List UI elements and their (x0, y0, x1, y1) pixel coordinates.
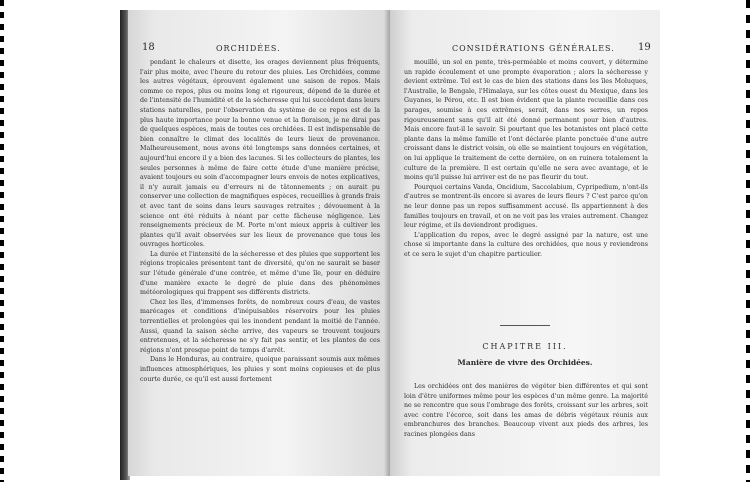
section-divider (500, 325, 550, 326)
right-page-body (404, 58, 648, 308)
chapter-body (404, 382, 648, 472)
left-page-body (140, 58, 380, 470)
paragraph: Les orchidées ont des manières de végéter bien différentes et qui sont loin d'être uniformes même pour les espèces d'un même genre. La majorité ne se rencontre que sous l'ombrage des forêts, croissant sur les arbres, soit avec contre l'écorce, soit dans les amas de débris végétaux réunis aux embranchures des branches. Beaucoup vivent aux pieds des arbres, les racines plongées dans (404, 383, 648, 438)
chapter-title: CHAPITRE III. (482, 342, 568, 351)
right-page (390, 10, 660, 476)
left-page (128, 10, 390, 476)
paragraph: Chez les îles, d'immenses forêts, de nombreux cours d'eau, de vastes marécages et conditions d'inépuisables réservoirs pour les pluies torrentielles et prolongées qui les inondent pendant la moitié de l'année. Aussi, quand la saison sèche arrive, des vapeurs se trouvent toujours entretenues, et la sécheresse ne s'y fait pas sentir, et les plantes de ces régions n'ont presque point de temps d'arrêt. (140, 298, 380, 354)
paragraph: L'application du repos, avec le degré assigné par la nature, est une chose si importante dans la culture des orchidées, que nous y reviendrons et ce sera le sujet d'un chapitre particulier. (404, 231, 648, 258)
paragraph: pendant le chaleurs et disette, les orages deviennent plus fréquents, l'air plus moite, avec l'heure du retour des pluies. Les Orchidées, comme les autres végétaux, éprouvent également une saison de repos. Mais comme ce repos, plus ou moins long et rigoureux, dépend de la durée et de l'intensité de l'humidité et de la sécheresse qui lui succèdent dans leurs stations naturelles, pour l'observation du système de ce repos est de la plus haute importance pour la bonne venue et la floraison, je ne dirai pas de quelques espèces, mais de toutes ces orchidées. Il est indispensable de bien connaître le climat des localités de leurs lieux de provenance. Malheureusement, nous avons été longtemps sans données certaines, et aujourd'hui encore il y a bien des lacunes. Si les collecteurs de plantes, les seules personnes à même de faire cette étude d'une manière précise, avaient toujours eu soin d'accompagner leurs envois de notes explicatives, il n'y aurait jamais eu d'erreurs ni de tâtonnements ; on aurait pu conserver une collection de magnifiques espèces, recueillies à grands frais et avec tant de soins dans leurs sauvages retraites ; dévouement à la science ont été réduits à néant par cette fâcheuse négligence. Les renseignements précieux de M. Porte m'ont mieux appris à cultiver les plantes qu'il avait observées sur les lieux de provenance que tous les ouvrages horticoles. (140, 59, 380, 249)
left-page-number: 18 (142, 42, 155, 53)
right-page-header: CONSIDÉRATIONS GÉNÉRALES. (452, 44, 615, 53)
paragraph: Dans le Honduras, au contraire, quoique paraissant soumis aux mêmes influences atmosphériques, les pluies y sont moins copieuses et de plus courte durée, ce qu'il est aussi fortement (140, 356, 380, 383)
scan-edge-right (746, 0, 750, 482)
paragraph: La durée et l'intensité de la sécheresse et des pluies que supportent les régions tropicales présentent tant de diversité, qu'on ne saurait se baser sur l'étude générale d'une contrée, et même d'une île, pour en déduire d'une manière exacte le degré de pluie dans des phénomènes météorologiques qui frappent ses différents districts. (140, 250, 380, 297)
right-page-number: 19 (638, 42, 651, 53)
paragraph: mouillé, un sol en pente, très-perméable et moins couvert, y détermine un rapide écoulement et une prompte évaporation ; alors la sécheresse y devient extrême. Tel est le cas de bien des stations dans les îles Moluques, l'Australie, le Bengale, l'Himalaya, sur les côtes ouest du Mexique, dans les Guyanes, le Pérou, etc. Il est bien évident que la plante recueillie dans ces parages, soumise à ces extrêmes, serait, dans nos serres, un repos rigoureusement sans qu'il ait été donné permanent pour bien d'autres. Mais encore faut-il le savoir. Si pourtant que les botanistes ont placé cette plante dans la même famille et l'ont déclarée plante ponctuée d'une autre croissant dans le district voisin, où elle se maintient toujours en végétation, on lui applique le traitement de cette dernière, on en ruinera totalement la culture de la première. Il est certain qu'elle ne sera avec avantage, et le moins qu'il puisse lui arriver est de ne pas fleurir du tout. (404, 59, 648, 182)
scan-edge-left (0, 0, 4, 482)
left-page-header: ORCHIDÉES. (216, 44, 281, 53)
chapter-subtitle: Manière de vivre des Orchidées. (457, 358, 593, 367)
paragraph: Pourquoi certains Vanda, Oncidium, Saccolabium, Cypripedium, n'ont-ils d'autres se montrent-ils encore si avares de leurs fleurs ? C'est parce qu'on ne leur donne pas un repos suffisamment accusé. Ils appartiennent à des familles toujours en travail, et on ne voit pas les vraies autrement. Changez leur régime, et ils deviendront prodigues. (404, 183, 648, 230)
